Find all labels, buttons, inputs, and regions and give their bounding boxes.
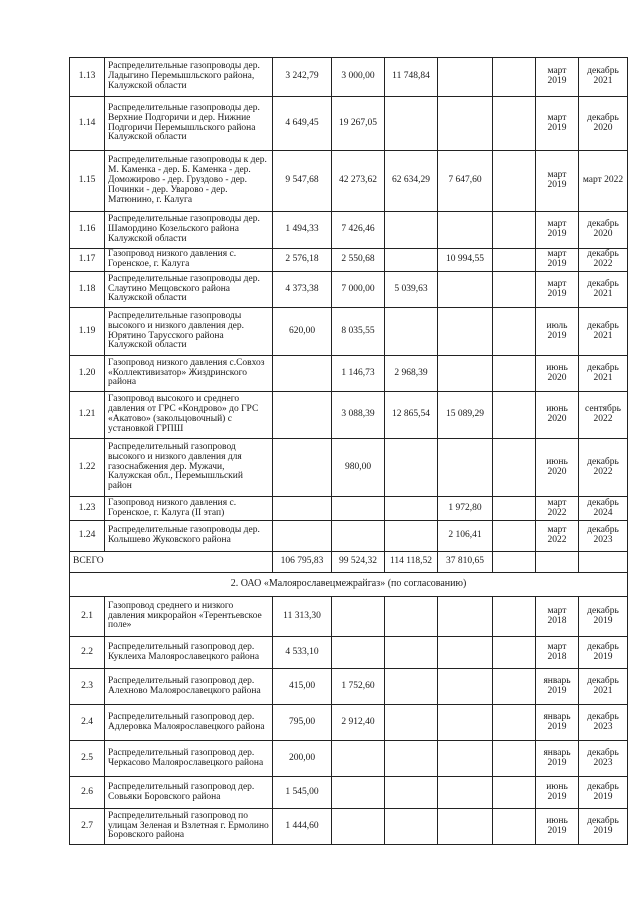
value-col-3 (385, 705, 438, 741)
value-col-4 (438, 741, 493, 777)
value-col-2: 42 273,62 (332, 151, 385, 212)
total-c5 (493, 552, 536, 573)
value-col-1: 3 242,79 (273, 58, 332, 97)
start-date: март 2022 (536, 521, 579, 552)
value-col-1: 4 649,45 (273, 97, 332, 151)
value-col-2: 8 035,55 (332, 308, 385, 356)
value-col-4 (438, 809, 493, 845)
value-col-5 (493, 637, 536, 669)
value-col-3 (385, 439, 438, 497)
end-date: декабрь 2021 (579, 308, 628, 356)
table-row (70, 521, 628, 552)
total-start (536, 552, 579, 573)
value-col-4 (438, 272, 493, 308)
table-row (70, 151, 628, 212)
value-col-5 (493, 249, 536, 272)
value-col-2: 3 088,39 (332, 392, 385, 439)
total-label: ВСЕГО (70, 552, 273, 573)
row-number: 2.4 (70, 705, 105, 741)
value-col-4: 7 647,60 (438, 151, 493, 212)
value-col-2: 7 000,00 (332, 272, 385, 308)
value-col-5 (493, 356, 536, 392)
part2-rows (70, 597, 628, 845)
value-col-3 (385, 497, 438, 521)
start-date: июнь 2020 (536, 392, 579, 439)
value-col-3: 11 748,84 (385, 58, 438, 97)
start-date: январь 2019 (536, 741, 579, 777)
row-number: 1.20 (70, 356, 105, 392)
row-number: 1.24 (70, 521, 105, 552)
value-col-4: 1 972,80 (438, 497, 493, 521)
end-date: декабрь 2019 (579, 597, 628, 637)
value-col-2: 7 426,46 (332, 212, 385, 249)
start-date: март 2019 (536, 272, 579, 308)
row-number: 1.18 (70, 272, 105, 308)
value-col-1: 1 494,33 (273, 212, 332, 249)
end-date: декабрь 2023 (579, 741, 628, 777)
object-name: Распределительный газопровод дер. Адлеровка Малоярославецкого района (105, 705, 273, 741)
object-name: Распределительные газопроводы дер. Шамордино Козельского района Калужской области (105, 212, 273, 249)
value-col-4 (438, 58, 493, 97)
value-col-3 (385, 308, 438, 356)
value-col-4: 10 994,55 (438, 249, 493, 272)
object-name: Распределительные газопроводы дер. Верхние Подгоричи и дер. Нижние Подгоричи Перемышльского района Калужской области (105, 97, 273, 151)
object-name: Распределительный газопровод дер. Черкасово Малоярославецкого района (105, 741, 273, 777)
value-col-1: 9 547,68 (273, 151, 332, 212)
table-row (70, 392, 628, 439)
value-col-2: 2 912,40 (332, 705, 385, 741)
value-col-3 (385, 669, 438, 705)
value-col-4: 2 106,41 (438, 521, 493, 552)
object-name: Распределительный газопровод дер. Алехново Малоярославецкого района (105, 669, 273, 705)
object-name: Распределительные газопроводы дер. Колышево Жуковского района (105, 521, 273, 552)
value-col-1: 11 313,30 (273, 597, 332, 637)
investment-program-table (69, 57, 628, 845)
object-name: Газопровод низкого давления с.Совхоз «Коллективизатор» Жиздринского района (105, 356, 273, 392)
end-date: сентябрь 2022 (579, 392, 628, 439)
value-col-5 (493, 272, 536, 308)
start-date: июнь 2020 (536, 439, 579, 497)
total-row (70, 552, 628, 573)
table-row (70, 249, 628, 272)
value-col-5 (493, 439, 536, 497)
start-date: март 2019 (536, 212, 579, 249)
value-col-4 (438, 308, 493, 356)
value-col-2 (332, 637, 385, 669)
value-col-3: 62 634,29 (385, 151, 438, 212)
start-date: январь 2019 (536, 669, 579, 705)
value-col-4 (438, 597, 493, 637)
table-row (70, 777, 628, 809)
total-c2: 99 524,32 (332, 552, 385, 573)
end-date: декабрь 2021 (579, 272, 628, 308)
value-col-1: 2 576,18 (273, 249, 332, 272)
value-col-5 (493, 705, 536, 741)
end-date: декабрь 2019 (579, 777, 628, 809)
row-number: 1.19 (70, 308, 105, 356)
value-col-3 (385, 249, 438, 272)
value-col-1 (273, 392, 332, 439)
table-row (70, 356, 628, 392)
row-number: 1.21 (70, 392, 105, 439)
start-date: март 2019 (536, 58, 579, 97)
start-date: март 2018 (536, 637, 579, 669)
value-col-4 (438, 212, 493, 249)
value-col-3: 5 039,63 (385, 272, 438, 308)
end-date: декабрь 2020 (579, 97, 628, 151)
table-row (70, 439, 628, 497)
value-col-3: 2 968,39 (385, 356, 438, 392)
value-col-2 (332, 497, 385, 521)
row-number: 1.15 (70, 151, 105, 212)
value-col-5 (493, 151, 536, 212)
end-date: март 2022 (579, 151, 628, 212)
value-col-2: 2 550,68 (332, 249, 385, 272)
value-col-1 (273, 497, 332, 521)
row-number: 2.5 (70, 741, 105, 777)
value-col-5 (493, 212, 536, 249)
value-col-3 (385, 97, 438, 151)
value-col-4 (438, 669, 493, 705)
table-row (70, 809, 628, 845)
value-col-2 (332, 741, 385, 777)
start-date: июнь 2019 (536, 777, 579, 809)
total-c1: 106 795,83 (273, 552, 332, 573)
object-name: Распределительные газопроводы дер. Ладыгино Перемышльского района, Калужской области (105, 58, 273, 97)
end-date: декабрь 2024 (579, 497, 628, 521)
value-col-2: 1 752,60 (332, 669, 385, 705)
end-date: декабрь 2022 (579, 439, 628, 497)
value-col-4 (438, 637, 493, 669)
row-number: 2.7 (70, 809, 105, 845)
end-date: декабрь 2020 (579, 212, 628, 249)
start-date: март 2018 (536, 597, 579, 637)
object-name: Газопровод среднего и низкого давления микрорайон «Терентьевское поле» (105, 597, 273, 637)
object-name: Газопровод высокого и среднего давления от ГРС «Кондрово» до ГРС «Акатово» (закольцовочный) с установкой ГРПШ (105, 392, 273, 439)
start-date: июнь 2019 (536, 809, 579, 845)
value-col-4 (438, 439, 493, 497)
object-name: Распределительный газопровод дер. Совьяки Боровского района (105, 777, 273, 809)
value-col-4 (438, 705, 493, 741)
value-col-3 (385, 741, 438, 777)
row-number: 2.3 (70, 669, 105, 705)
value-col-2: 3 000,00 (332, 58, 385, 97)
table-row (70, 497, 628, 521)
value-col-5 (493, 521, 536, 552)
object-name: Газопровод низкого давления с. Горенское, г. Калуга (II этап) (105, 497, 273, 521)
value-col-3 (385, 809, 438, 845)
value-col-1: 1 545,00 (273, 777, 332, 809)
value-col-1: 200,00 (273, 741, 332, 777)
value-col-5 (493, 597, 536, 637)
start-date: июль 2019 (536, 308, 579, 356)
value-col-5 (493, 669, 536, 705)
table-row (70, 308, 628, 356)
table-row (70, 272, 628, 308)
row-number: 2.6 (70, 777, 105, 809)
table-row (70, 741, 628, 777)
value-col-2 (332, 809, 385, 845)
value-col-1: 4 373,38 (273, 272, 332, 308)
end-date: декабрь 2021 (579, 669, 628, 705)
value-col-4 (438, 97, 493, 151)
section-2-title: 2. ОАО «Малоярославецмежрайгаз» (по согласованию) (70, 573, 628, 597)
table-row (70, 58, 628, 97)
row-number: 1.17 (70, 249, 105, 272)
value-col-5 (493, 497, 536, 521)
row-number: 2.2 (70, 637, 105, 669)
total-end (579, 552, 628, 573)
value-col-1: 620,00 (273, 308, 332, 356)
row-number: 1.23 (70, 497, 105, 521)
table-row (70, 597, 628, 637)
value-col-3 (385, 637, 438, 669)
value-col-2: 980,00 (332, 439, 385, 497)
section-header-row (70, 573, 628, 597)
object-name: Распределительный газопровод по улицам Зеленая и Взлетная г. Ермолино Боровского района (105, 809, 273, 845)
total-section (70, 552, 628, 597)
part1-rows (70, 58, 628, 552)
value-col-5 (493, 777, 536, 809)
value-col-1 (273, 356, 332, 392)
table-row (70, 637, 628, 669)
value-col-5 (493, 97, 536, 151)
row-number: 1.14 (70, 97, 105, 151)
value-col-4 (438, 356, 493, 392)
start-date: январь 2019 (536, 705, 579, 741)
start-date: июнь 2020 (536, 356, 579, 392)
table-row (70, 212, 628, 249)
value-col-3 (385, 777, 438, 809)
row-number: 2.1 (70, 597, 105, 637)
value-col-2 (332, 777, 385, 809)
row-number: 1.13 (70, 58, 105, 97)
end-date: декабрь 2023 (579, 521, 628, 552)
end-date: декабрь 2021 (579, 356, 628, 392)
total-c3: 114 118,52 (385, 552, 438, 573)
value-col-1: 795,00 (273, 705, 332, 741)
value-col-1: 415,00 (273, 669, 332, 705)
value-col-4: 15 089,29 (438, 392, 493, 439)
value-col-3 (385, 521, 438, 552)
object-name: Распределительный газопровод дер. Куклеиха Малоярославецкого района (105, 637, 273, 669)
object-name: Газопровод низкого давления с. Горенское, г. Калуга (105, 249, 273, 272)
object-name: Распределительные газопроводы дер. Слаутино Мещовского района Калужской области (105, 272, 273, 308)
value-col-2: 19 267,05 (332, 97, 385, 151)
end-date: декабрь 2019 (579, 809, 628, 845)
value-col-2: 1 146,73 (332, 356, 385, 392)
start-date: март 2019 (536, 97, 579, 151)
value-col-1: 4 533,10 (273, 637, 332, 669)
value-col-5 (493, 741, 536, 777)
table-row (70, 669, 628, 705)
table-row (70, 97, 628, 151)
end-date: декабрь 2021 (579, 58, 628, 97)
start-date: март 2019 (536, 151, 579, 212)
start-date: март 2022 (536, 497, 579, 521)
value-col-5 (493, 392, 536, 439)
value-col-4 (438, 777, 493, 809)
value-col-3: 12 865,54 (385, 392, 438, 439)
value-col-1 (273, 521, 332, 552)
row-number: 1.22 (70, 439, 105, 497)
value-col-3 (385, 597, 438, 637)
value-col-5 (493, 308, 536, 356)
value-col-1: 1 444,60 (273, 809, 332, 845)
table-row (70, 705, 628, 741)
value-col-3 (385, 212, 438, 249)
row-number: 1.16 (70, 212, 105, 249)
end-date: декабрь 2023 (579, 705, 628, 741)
object-name: Распределительный газопровод высокого и низкого давления для газоснабжения дер. Мужачи, Калужская обл., Перемышльский район (105, 439, 273, 497)
value-col-1 (273, 439, 332, 497)
end-date: декабрь 2022 (579, 249, 628, 272)
value-col-2 (332, 521, 385, 552)
value-col-2 (332, 597, 385, 637)
object-name: Распределительные газопроводы высокого и низкого давления дер. Юрятино Тарусского района Калужской области (105, 308, 273, 356)
total-c4: 37 810,65 (438, 552, 493, 573)
start-date: март 2019 (536, 249, 579, 272)
value-col-5 (493, 809, 536, 845)
end-date: декабрь 2019 (579, 637, 628, 669)
value-col-5 (493, 58, 536, 97)
object-name: Распределительные газопроводы к дер. М. Каменка - дер. Б. Каменка - дер. Доможирово - дер. Груздово - дер. Починки - дер. Уварово - дер. Матюнино, г. Калуга (105, 151, 273, 212)
